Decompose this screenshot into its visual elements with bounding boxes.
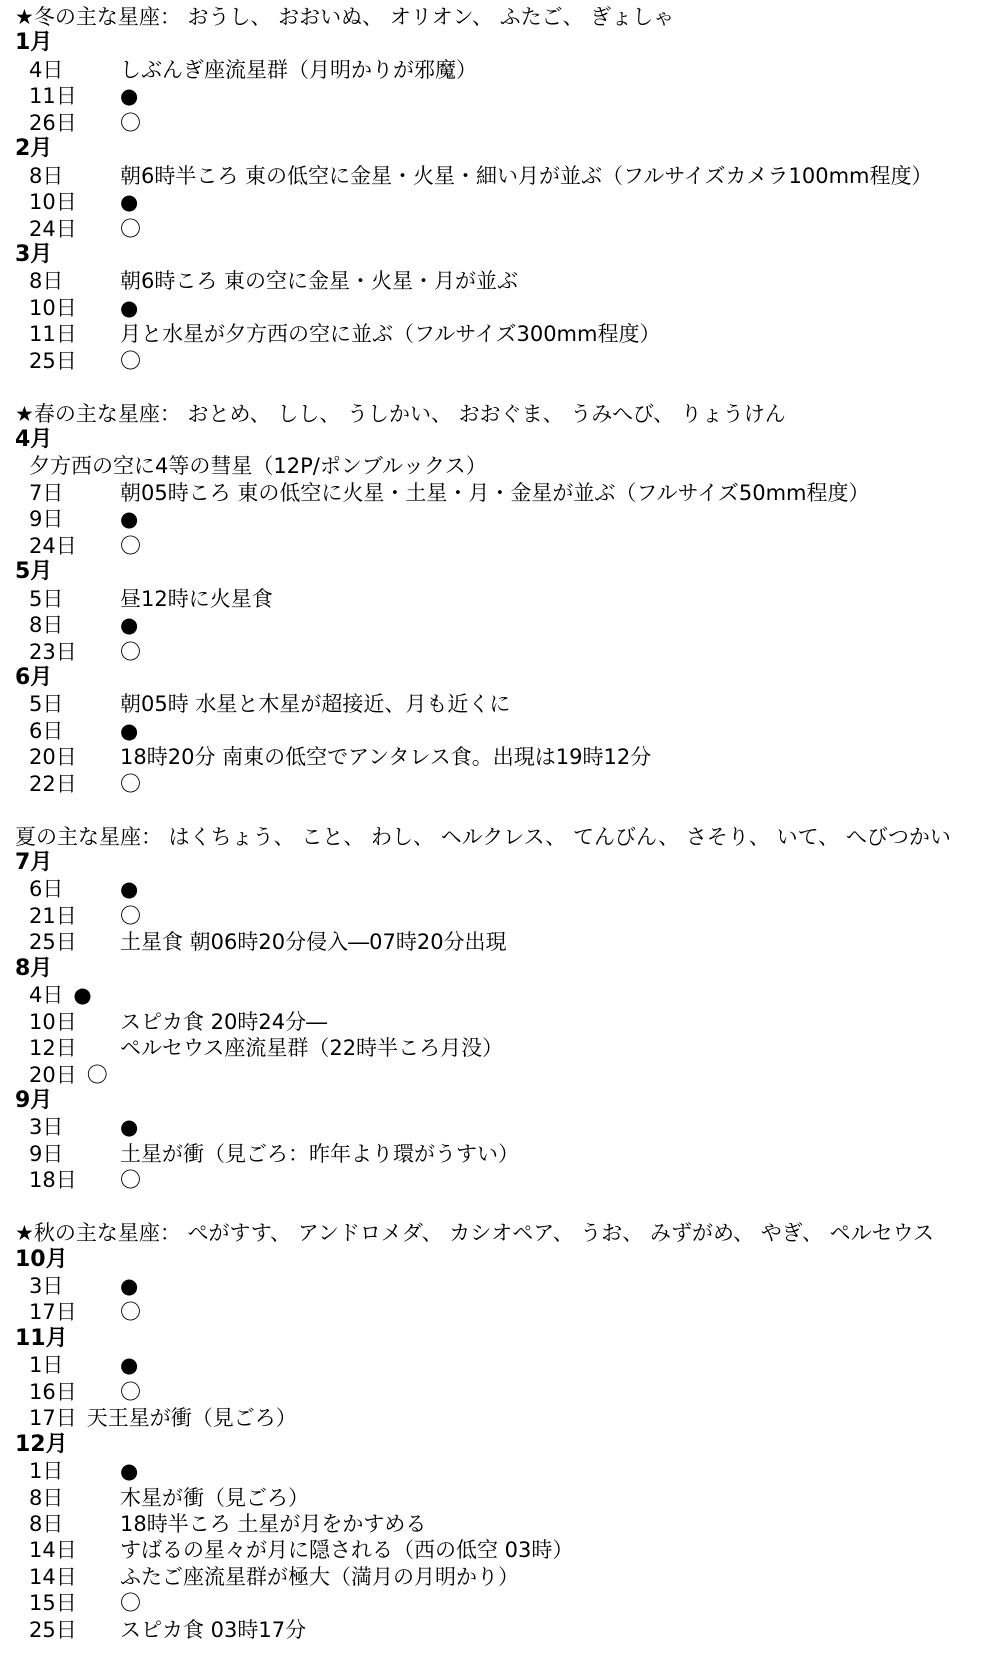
event-row [15,83,997,109]
event-text: 朝05時ころ 東の低空に火星・土星・月・金星が並ぶ（フルサイズ50mm程度） [120,480,870,505]
event-row [15,1009,997,1035]
event-text: ● [120,613,139,638]
month-label: 5月 [15,559,53,585]
month-label: 8月 [15,955,53,981]
event-text: すばるの星々が月に隠される（西の低空 03時） [120,1538,574,1563]
event-date: 1日 [29,1459,64,1484]
event-date: 25日 [29,930,77,955]
event-text: 〇 [120,1591,141,1616]
section-heading: ★春の主な星座： おとめ、 しし、 うしかい、 おおぐま、 うみへび、 りょうけん [15,401,786,426]
event-text: 天王星が衝（見ごろ） [86,1406,297,1431]
event-text: 〇 [120,1168,141,1193]
event-date: 26日 [29,110,77,135]
event-text: ● [120,1115,139,1140]
event-row [15,57,997,83]
event-text: しぶんぎ座流星群（月明かりが邪魔） [120,57,477,82]
event-date: 6日 [29,718,64,743]
month-label: 2月 [15,136,53,162]
event-date: 17日 [29,1406,77,1431]
blank-line [15,1194,997,1220]
month-label: 7月 [15,850,53,875]
event-date: 4日 [29,983,64,1008]
event-date: 8日 [29,1485,64,1510]
event-row [15,1537,997,1563]
event-row [15,1062,997,1088]
event-text: ● [120,877,139,902]
event-row [15,1379,997,1405]
event-row [15,1273,997,1299]
event-text: ● [120,190,139,215]
event-date: 14日 [29,1538,77,1563]
month-note: 夕方西の空に4等の彗星（12P/ポンブルックス） [29,454,487,479]
event-date: 3日 [29,1115,64,1140]
event-date: 25日 [29,348,77,373]
event-row [15,1114,997,1140]
event-date: 8日 [29,1511,64,1536]
event-date: 3日 [29,1274,64,1298]
section-heading: 夏の主な星座： はくちょう、 こと、 わし、 ヘルクレス、 てんびん、 さそり、 いて、 へびつかい [15,824,951,849]
event-text: 18時半ころ 土星が月をかすめる [120,1511,427,1536]
event-row [15,1167,997,1193]
event-text: ● [120,507,139,532]
month-label: 12月 [15,1431,68,1457]
event-row [15,348,997,374]
event-row [15,876,997,902]
event-row [15,586,997,612]
event-date: 23日 [29,639,77,664]
event-text: 〇 [120,1300,141,1325]
event-date: 24日 [29,216,77,241]
event-date: 17日 [29,1300,77,1325]
event-text: 朝05時 水星と木星が超接近、月も近くに [120,692,511,717]
event-row [15,1035,997,1061]
blank-line [15,374,997,400]
event-date: 9日 [29,507,64,532]
event-date: 4日 [29,57,64,82]
event-row [15,982,997,1008]
event-date: 10日 [29,295,77,320]
month-label: 3月 [15,241,53,267]
event-row [15,929,997,955]
event-row [15,903,997,929]
event-text: 〇 [120,110,141,135]
event-date: 11日 [29,322,77,347]
event-row [15,1141,997,1167]
event-date: 11日 [29,84,77,109]
event-text: スピカ食 03時17分 [120,1617,307,1642]
event-text: 昼12時に火星食 [120,586,273,611]
month-label: 10月 [15,1246,68,1272]
event-row [15,110,997,136]
event-text: スピカ食 20時24分― [120,1009,328,1034]
event-row [15,1511,997,1537]
event-row [15,533,997,559]
event-row [15,691,997,717]
event-text: ふたご座流星群が極大（満月の月明かり） [120,1564,519,1589]
month-label: 4月 [15,427,53,452]
event-date: 5日 [29,586,64,611]
event-text: ● [120,84,139,109]
event-date: 22日 [29,771,77,796]
event-row [15,718,997,744]
event-text: 朝6時半ころ 東の低空に金星・火星・細い月が並ぶ（フルサイズカメラ100mm程度） [120,163,933,188]
event-date: 24日 [29,533,77,558]
event-date: 10日 [29,190,77,215]
event-date: 14日 [29,1564,77,1589]
event-text: 〇 [86,1062,108,1087]
event-date: 8日 [29,613,64,638]
event-text: 〇 [120,533,141,558]
event-row [15,1564,997,1590]
month-label: 9月 [15,1087,53,1113]
event-row [15,612,997,638]
event-text: ● [120,295,139,320]
section-heading: ★秋の主な星座： ぺがすす、 アンドロメダ、 カシオペア、 うお、 みずがめ、 やぎ、 ペルセウス [15,1221,934,1246]
month-label: 11月 [15,1325,68,1351]
event-date: 16日 [29,1379,77,1404]
event-text: 木星が衝（見ごろ） [120,1485,309,1510]
event-text: ペルセウス座流星群（22時半ころ月没） [120,1036,504,1061]
event-text: 〇 [120,1379,141,1404]
month-label: 6月 [15,664,53,690]
event-row [15,480,997,506]
event-text: ● [120,1459,139,1484]
event-date: 7日 [29,480,64,505]
event-date: 6日 [29,877,64,902]
event-text: ● [120,1353,139,1378]
section-heading: ★冬の主な星座： おうし、 おおいぬ、 オリオン、 ふたご、 ぎょしゃ [15,5,675,29]
event-row [15,163,997,189]
event-text: 〇 [120,348,141,373]
event-row [15,1299,997,1325]
event-date: 10日 [29,1009,77,1034]
event-text: 土星が衝（見ごろ：昨年より環がうすい） [120,1141,519,1166]
event-date: 12日 [29,1036,77,1061]
event-date: 9日 [29,1141,64,1166]
event-row [15,295,997,321]
blank-line [15,797,997,823]
event-date: 21日 [29,903,77,928]
event-text: 月と水星が夕方西の空に並ぶ（フルサイズ300mm程度） [120,322,661,347]
event-date: 20日 [29,1062,77,1087]
event-row [15,506,997,532]
event-row [15,1485,997,1511]
event-row [15,268,997,294]
event-row [15,1458,997,1484]
event-date: 5日 [29,692,64,717]
event-row [15,1617,997,1643]
event-date: 18日 [29,1168,77,1193]
event-row [15,639,997,665]
event-text: ● [120,718,139,743]
event-date: 1日 [29,1353,64,1378]
event-text: ● [120,1274,139,1298]
event-text: 〇 [120,639,141,664]
event-date: 8日 [29,269,64,294]
event-text: 土星食 朝06時20分侵入―07時20分出現 [120,930,507,955]
event-date: 8日 [29,163,64,188]
event-text: 〇 [120,771,141,796]
event-row [15,1352,997,1378]
event-row [15,771,997,797]
event-text: 〇 [120,216,141,241]
event-row [15,321,997,347]
event-text: 18時20分 南東の低空でアンタレス食。出現は19時12分 [120,745,652,770]
event-row [15,216,997,242]
event-text: 〇 [120,903,141,928]
event-text: 朝6時ころ 東の空に金星・火星・月が並ぶ [120,269,519,294]
event-date: 20日 [29,745,77,770]
month-label: 1月 [15,30,53,56]
event-row [15,1405,997,1431]
event-date: 15日 [29,1591,77,1616]
event-date: 25日 [29,1617,77,1642]
event-row [15,1590,997,1616]
event-row [15,189,997,215]
event-text: ● [73,983,92,1008]
event-row [15,744,997,770]
